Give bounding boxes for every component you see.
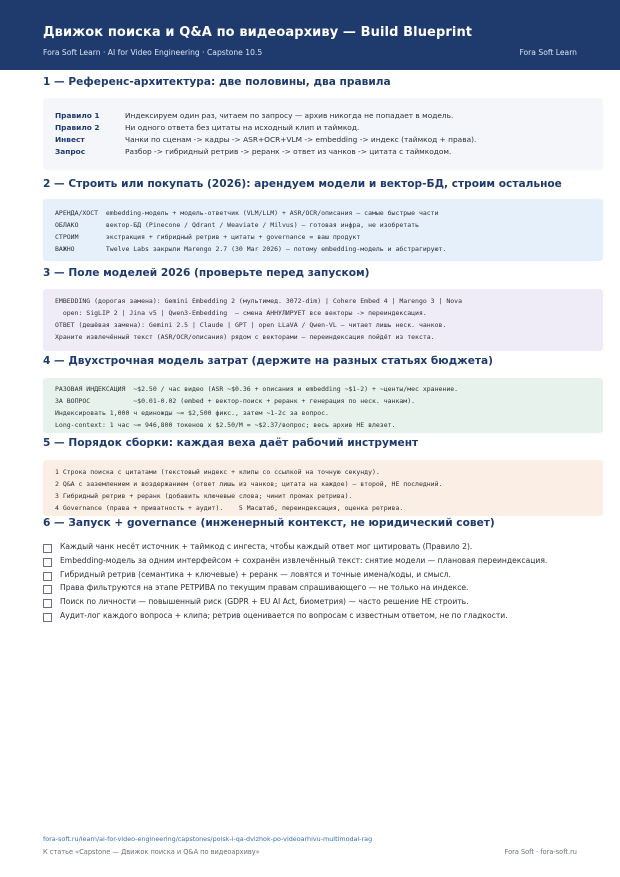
text-line: Индексировать 1,000 ч единожды ~= $2,500 фикс., затем ~1-2c за вопрос. [55,409,329,417]
section-5-heading: 5 — Порядок сборки: каждая веха даёт рабочий инструмент [43,437,419,449]
checklist-item [43,555,603,567]
checklist-item-text: Аудит-лог каждого вопроса + клипа; ретрив оценивается по вопросам с известным ответом, не по гладкости. [60,610,508,620]
brand-label: Fora Soft Learn [519,48,577,57]
checkbox[interactable] [43,544,52,553]
checklist-item [43,569,603,581]
launch-checklist [43,541,603,624]
text-line: ВАЖНО Twelve Labs закрыли Marengo 2.7 (30 Mar 2026) — потому embedding-модель и абстрагируют. [55,245,447,253]
rule-key: Правило 2 [55,122,100,132]
checklist-item-text: Embedding-модель за одним интерфейсом + сохранён извлечённый текст: снятие модели — плановая переиндексация. [60,555,548,565]
reference-architecture-box [43,98,603,170]
page-header [0,0,620,70]
footer-article-reference: К статье «Capstone — Движок поиска и Q&A по видеоархиву» [43,848,260,856]
rule-key: Запрос [55,146,86,156]
build-order-lines [55,466,442,514]
rule-key: Инвест [55,134,85,144]
checklist-item-text: Гибридный ретрив (семантика + ключевые) + реранк — ловятся и точные имена/коды, и смысл. [60,569,451,579]
models-box [43,289,603,351]
checkbox[interactable] [43,613,52,622]
rule-value: Индексируем один раз, читаем по запросу — архив никогда не попадает в модель. [125,110,454,120]
footer-brand: Fora Soft · fora-soft.ru [504,848,577,856]
build-vs-buy-lines [55,207,446,255]
checkbox[interactable] [43,558,52,567]
cost-model-lines [55,383,458,431]
rule-value: Разбор -> гибридный ретрив -> реранк -> ответ из чанков -> цитата с таймкодом. [125,146,452,156]
rule-value: Чанки по сценам -> кадры -> ASR+OCR+VLM -> embedding -> индекс (таймкод + права). [125,134,477,144]
section-4-heading: 4 — Двухстрочная модель затрат (держите на разных статьях бюджета) [43,355,494,367]
checklist-item [43,596,603,608]
text-line: 1 Строка поиска с цитатами (текстовый индекс + клипы со ссылкой на точную секунду). [55,468,380,476]
rule-row [55,145,476,157]
text-line: 4 Governance (права + приватность + аудит). 5 Масштаб, переиндексация, оценка ретрива. [55,504,404,512]
checklist-item-text: Права фильтруются на этапе РЕТРИВА по текущим правам спрашивающего — не только на индексе. [60,583,469,593]
models-lines [55,295,462,343]
section-2-heading: 2 — Строить или покупать (2026): арендуем модели и вектор-БД, строим остальное [43,178,562,190]
checkbox[interactable] [43,585,52,594]
cost-model-box [43,378,603,433]
build-order-box [43,460,603,516]
rule-value: Ни одного ответа без цитаты на исходный клип и таймкод. [125,122,360,132]
checkbox[interactable] [43,572,52,581]
checkbox[interactable] [43,599,52,608]
rule-row [55,133,476,145]
rule-row [55,121,476,133]
section-1-heading: 1 — Референс-архитектура: две половины, два правила [43,76,391,88]
text-line: АРЕНДА/ХОСТ embedding-модель + модель-ответчик (VLM/LLM) + ASR/OCR/описания — самые быстрые части [55,209,439,217]
build-vs-buy-box [43,199,603,261]
text-line: СТРОИМ экстракция + гибридный ретрив + цитаты + governance = ваш продукт [55,233,361,241]
text-line: 3 Гибридный ретрив + реранк (добавить ключевые слова; чинит промах ретрива). [55,492,353,500]
text-line: EMBEDDING (дорогая замена): Gemini Embedding 2 (мультимед. 3072-dim) | Cohere Embed 4 | Marengo 3 | Nova [55,297,462,305]
rule-row [55,109,476,121]
page-subtitle: Fora Soft Learn · AI for Video Engineering · Capstone 10.5 [43,48,263,57]
text-line: Храните извлечённый текст (ASR/OCR/описания) рядом с векторами — переиндексация пойдёт из текста. [55,333,435,341]
text-line: ЗА ВОПРОС ~$0.01-0.02 (embed + вектор-поиск + реранк + генерация по неск. чанкам). [55,397,416,405]
text-line: Long-context: 1 час ~= 946,800 токенов x $2.50/M = ~$2.37/вопрос; весь архив НЕ влезет. [55,421,396,429]
checklist-item [43,610,603,622]
section-6-heading: 6 — Запуск + governance (инженерный контекст, не юридический совет) [43,517,495,529]
article-link[interactable]: fora-soft.ru/learn/ai-for-video-engineering/capstones/poisk-i-qa-dvizhok-po-videoarhivu-multimodal-rag [43,835,373,843]
checklist-item [43,541,603,553]
text-line: 2 Q&A с заземлением и воздержанием (ответ лишь из чанков; цитата на каждое) — второй, НЕ последний. [55,480,443,488]
text-line: РАЗОВАЯ ИНДЕКСАЦИЯ ~$2.50 / час видео (ASR ~$0.36 + описания и embedding ~$1-2) + ~центы/мес хранение. [55,385,459,393]
checklist-item [43,582,603,594]
section-3-heading: 3 — Поле моделей 2026 (проверьте перед запуском) [43,267,370,279]
checklist-item-text: Поиск по личности — повышенный риск (GDPR + EU AI Act, биометрия) — часто решение НЕ строить. [60,597,469,607]
text-line: ОТВЕТ (дешёвая замена): Gemini 2.5 | Claude | GPT | open LLaVA / Qwen-VL — читает лишь неск. чанков. [55,321,447,329]
page-title: Движок поиска и Q&A по видеоархиву — Build Blueprint [43,25,473,40]
text-line: open: SigLIP 2 | Jina v5 | Qwen3-Embedding — смена АННУЛИРУЕТ все векторы -> переиндексация. [55,309,427,317]
text-line: ОБЛАКО вектор-БД (Pinecone / Qdrant / Weaviate / Milvus) — готовая инфра, не изобретать [55,221,419,229]
checklist-item-text: Каждый чанк несёт источник + таймкод с ингеста, чтобы каждый ответ мог цитировать (Правило 2). [60,542,473,551]
rule-key: Правило 1 [55,110,100,120]
